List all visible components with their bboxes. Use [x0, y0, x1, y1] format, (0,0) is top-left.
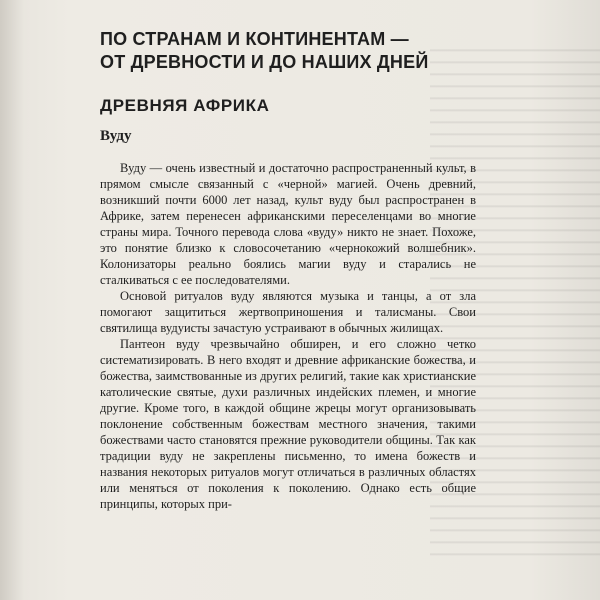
body-text [100, 160, 476, 512]
page-content [100, 28, 476, 512]
subsection-title: Вуду [100, 128, 132, 144]
section-title: ДРЕВНЯЯ АФРИКА [100, 96, 270, 115]
paragraph-1: Вуду — очень известный и достаточно распространенный культ, в прямом смысле связанный с «черной» магией. Очень древний, возникший почти 6000 лет назад, культ вуду был распространен в Африке, затем перенесен африканскими переселенцами во многие страны мира. Точного перевода слова «вуду» никто не знает. Похоже, это понятие близко к словосочетанию «чернокожий волшебник». Колонизаторы реально боялись магии вуду и старались не сталкиваться с ее последователями. [100, 161, 476, 287]
paragraph-3: Пантеон вуду чрезвычайно обширен, и его сложно четко систематизировать. В него входят и древние африканские божества, и божества, заимствованные из других религий, такие как христианские католические святые, духи различных индейских племен, и многие другие. Кроме того, в каждой общине жрецы могут организовывать поклонение собственным божествам местного значения, такими божествами часто становятся прежние руководители общины. Так как традиции вуду не закреплены письменно, то имена божеств и названия некоторых ритуалов могут отличаться в различных областях или меняться от поколения к поколению. Однако есть общие принципы, которых при- [100, 337, 476, 511]
paragraph-2: Основой ритуалов вуду являются музыка и танцы, а от зла помогают защититься жертвоприношения и талисманы. Свои святилища вудуисты зачастую устраивают в обычных жилищах. [100, 289, 476, 335]
book-title-line-1: ПО СТРАНАМ И КОНТИНЕНТАМ — [100, 29, 409, 49]
book-title [100, 28, 476, 74]
book-title-line-2: ОТ ДРЕВНОСТИ И ДО НАШИХ ДНЕЙ [100, 52, 429, 72]
